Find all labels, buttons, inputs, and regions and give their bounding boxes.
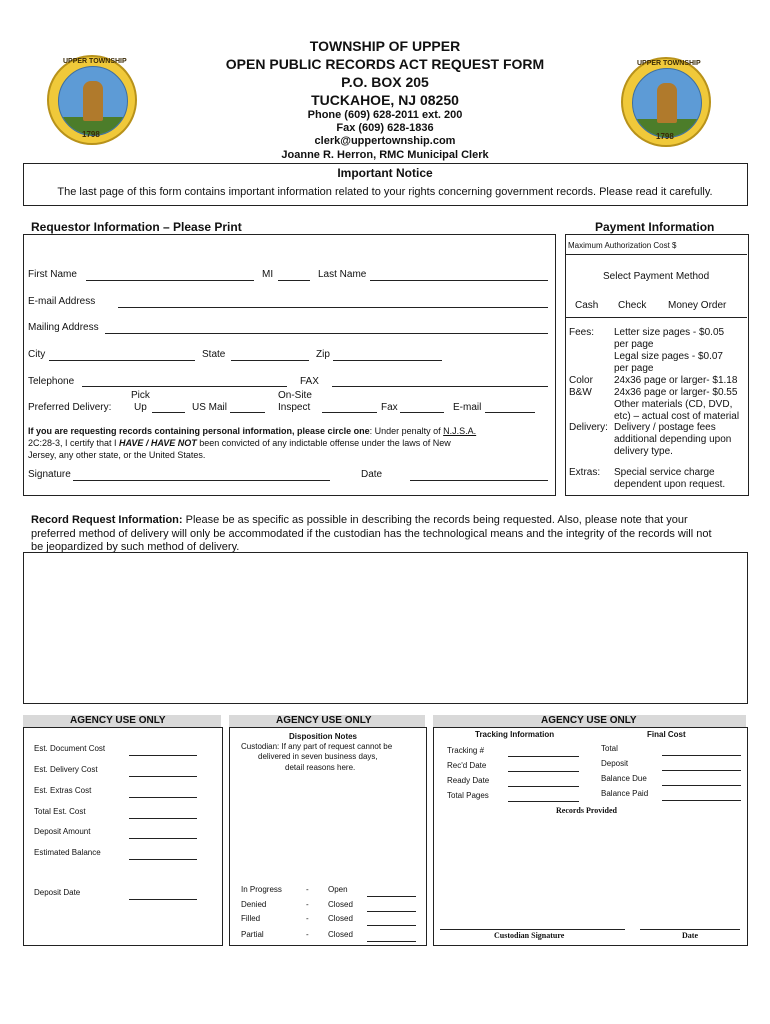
status-state: Open: [328, 885, 348, 894]
header-fax: Fax (609) 628-1836: [336, 122, 434, 134]
signature-label: Signature: [28, 469, 71, 480]
fee-other-cont: etc) – actual cost of material: [614, 411, 740, 422]
fees-label: Fees:: [569, 327, 595, 338]
custodian-date-field[interactable]: [640, 929, 740, 930]
zip-field[interactable]: [333, 360, 442, 361]
agency-cost-label: Deposit Amount: [34, 827, 91, 836]
header-email: clerk@uppertownship.com: [314, 135, 456, 147]
inspect-label: Inspect: [278, 402, 311, 413]
bw-label: B&W: [569, 387, 592, 398]
agency-cost-field[interactable]: [129, 776, 197, 777]
custodian-signature-field[interactable]: [440, 929, 625, 930]
select-payment-label: Select Payment Method: [603, 271, 710, 282]
personal-info-line2: 2C:28-3, I certify that I HAVE / HAVE NOT been convicted of any indictable offense under the laws of New: [28, 438, 451, 448]
delivery-fee-2: additional depending upon: [614, 434, 732, 445]
agency-cost-label: Deposit Date: [34, 888, 81, 897]
header-city: TUCKAHOE, NJ 08250: [311, 92, 459, 108]
agency-panel-3: [433, 727, 748, 946]
state-field[interactable]: [231, 360, 309, 361]
fee-letter: Letter size pages - $0.05: [614, 327, 725, 338]
zip-label: Zip: [316, 349, 330, 360]
final-cost-label: Balance Paid: [601, 789, 649, 798]
first-name-label: First Name: [28, 269, 77, 280]
agency-panel-1-title: AGENCY USE ONLY: [70, 715, 166, 726]
date-label: Date: [361, 469, 383, 480]
tracking-field[interactable]: [508, 756, 579, 757]
mi-label: MI: [262, 269, 274, 280]
fax-delivery-field[interactable]: [400, 412, 444, 413]
disposition-text-2: delivered in seven business days,: [258, 752, 378, 761]
signature-field[interactable]: [73, 480, 330, 481]
seal-year: 1798: [82, 130, 100, 139]
email-delivery-field[interactable]: [485, 412, 535, 413]
us-mail-field[interactable]: [230, 412, 265, 413]
pickup-label: Up: [134, 402, 147, 413]
telephone-label: Telephone: [28, 376, 75, 387]
extras-fee-1: Special service charge: [614, 467, 715, 478]
status-state: Closed: [328, 914, 353, 923]
money-order-option[interactable]: Money Order: [668, 300, 727, 311]
date-field[interactable]: [410, 480, 548, 481]
city-field[interactable]: [49, 360, 195, 361]
header-township: TOWNSHIP OF UPPER: [309, 38, 461, 54]
agency-panel-2-title: AGENCY USE ONLY: [276, 715, 372, 726]
status-dash: -: [306, 914, 309, 923]
status-field[interactable]: [367, 896, 416, 897]
agency-cost-label: Est. Extras Cost: [34, 786, 92, 795]
first-name-field[interactable]: [86, 280, 254, 281]
record-request-textarea[interactable]: [23, 552, 748, 704]
mi-field[interactable]: [278, 280, 310, 281]
status-label: Filled: [241, 914, 261, 923]
status-state: Closed: [328, 930, 353, 939]
records-provided-label: Records Provided: [556, 806, 617, 815]
status-label: In Progress: [241, 885, 282, 894]
agency-cost-field[interactable]: [129, 899, 197, 900]
final-cost-label: Deposit: [601, 759, 629, 768]
status-dash: -: [306, 885, 309, 894]
tracking-field[interactable]: [508, 771, 579, 772]
agency-cost-label: Estimated Balance: [34, 848, 101, 857]
agency-cost-label: Est. Delivery Cost: [34, 765, 98, 774]
notice-text: The last page of this form contains important information related to your rights concerning government records. Please read it carefully.: [57, 186, 713, 198]
delivery-label: Delivery:: [569, 422, 608, 433]
record-request-line3: be jeopardized by such method of delivery.: [31, 541, 240, 553]
status-state: Closed: [328, 900, 353, 909]
fax-label: FAX: [300, 376, 319, 387]
final-cost-field[interactable]: [662, 800, 741, 801]
agency-cost-field[interactable]: [129, 838, 197, 839]
agency-cost-label: Total Est. Cost: [34, 807, 86, 816]
tracking-title: Tracking Information: [475, 730, 555, 739]
seal-text: UPPER TOWNSHIP: [637, 60, 701, 67]
status-field[interactable]: [367, 941, 416, 942]
agency-cost-field[interactable]: [129, 755, 197, 756]
email-label: E-mail Address: [28, 296, 96, 307]
final-cost-title: Final Cost: [647, 730, 686, 739]
fee-legal: Legal size pages - $0.07: [614, 351, 723, 362]
mailing-address-label: Mailing Address: [28, 322, 99, 333]
agency-panel-1: [23, 727, 223, 946]
seal-year: 1798: [656, 132, 674, 141]
extras-fee-2: dependent upon request.: [614, 479, 726, 490]
fee-legal-unit: per page: [614, 363, 654, 374]
final-cost-field[interactable]: [662, 755, 741, 756]
have-have-not-choice[interactable]: HAVE / HAVE NOT: [119, 438, 197, 448]
status-field[interactable]: [367, 925, 416, 926]
final-cost-field[interactable]: [662, 785, 741, 786]
payment-divider: [566, 254, 747, 255]
delivery-fee-3: delivery type.: [614, 446, 673, 457]
tracking-label: Total Pages: [447, 791, 489, 800]
disposition-text-1: Custodian: If any part of request cannot be: [241, 742, 393, 751]
fee-other: Other materials (CD, DVD,: [614, 399, 733, 410]
color-label: Color: [569, 375, 593, 386]
personal-info-line1: If you are requesting records containing personal information, please circle one: Under penalty of N.J.S.A.: [28, 426, 477, 436]
city-label: City: [28, 349, 46, 360]
extras-label: Extras:: [569, 467, 601, 478]
status-dash: -: [306, 900, 309, 909]
header-form-title: OPEN PUBLIC RECORDS ACT REQUEST FORM: [225, 56, 545, 72]
fee-bw-large: 24x36 page or larger- $0.55: [614, 387, 738, 398]
agency-cost-field[interactable]: [129, 797, 197, 798]
fax-field[interactable]: [332, 386, 548, 387]
status-label: Denied: [241, 900, 267, 909]
status-dash: -: [306, 930, 309, 939]
fee-color-large: 24x36 page or larger- $1.18: [614, 375, 738, 386]
record-request-line2: preferred method of delivery will only be accommodated if the custodian has the technological means and the integrity of the records will not: [31, 528, 712, 540]
check-option[interactable]: Check: [618, 300, 647, 311]
cash-option[interactable]: Cash: [575, 300, 599, 311]
disposition-text-3: detail reasons here.: [285, 763, 356, 772]
email-delivery-label: E-mail: [453, 402, 482, 413]
state-label: State: [202, 349, 226, 360]
personal-info-line3: Jersey, any other state, or the United States.: [28, 450, 206, 460]
tracking-label: Rec'd Date: [447, 761, 487, 770]
seal-text: UPPER TOWNSHIP: [63, 58, 127, 65]
final-cost-field[interactable]: [662, 770, 741, 771]
email-field[interactable]: [118, 307, 548, 308]
agency-cost-field[interactable]: [129, 859, 197, 860]
mailing-address-field[interactable]: [105, 333, 548, 334]
agency-cost-field[interactable]: [129, 818, 197, 819]
custodian-signature-label: Custodian Signature: [494, 931, 565, 940]
tracking-field[interactable]: [508, 786, 579, 787]
pick-label: Pick: [131, 390, 150, 401]
notice-title: Important Notice: [337, 166, 433, 180]
requestor-title: Requestor Information – Please Print: [31, 220, 242, 234]
header-clerk: Joanne R. Herron, RMC Municipal Clerk: [281, 149, 489, 161]
pickup-field[interactable]: [152, 412, 185, 413]
tracking-label: Tracking #: [447, 746, 485, 755]
tracking-field[interactable]: [508, 801, 579, 802]
max-auth-label: Maximum Authorization Cost $: [568, 241, 677, 250]
payment-title: Payment Information: [595, 220, 715, 234]
payment-divider: [566, 317, 747, 318]
final-cost-label: Balance Due: [601, 774, 647, 783]
disposition-title: Disposition Notes: [289, 732, 358, 741]
fax-delivery-label: Fax: [381, 402, 398, 413]
last-name-field[interactable]: [370, 280, 548, 281]
agency-panel-3-title: AGENCY USE ONLY: [541, 715, 637, 726]
telephone-field[interactable]: [82, 386, 287, 387]
delivery-fee-1: Delivery / postage fees: [614, 422, 716, 433]
record-request-line1: Record Request Information: Please be as specific as possible in describing the records being requested. Also, please note that your: [31, 514, 688, 526]
header-po-box: P.O. BOX 205: [341, 74, 429, 90]
preferred-delivery-label: Preferred Delivery:: [28, 402, 112, 413]
us-mail-label: US Mail: [192, 402, 228, 413]
final-cost-label: Total: [601, 744, 618, 753]
custodian-date-label: Date: [682, 931, 698, 940]
status-label: Partial: [241, 930, 264, 939]
header-phone: Phone (609) 628-2011 ext. 200: [307, 109, 463, 121]
onsite-field[interactable]: [322, 412, 377, 413]
onsite-label: On-Site: [278, 390, 312, 401]
fee-letter-unit: per page: [614, 339, 654, 350]
tracking-label: Ready Date: [447, 776, 490, 785]
agency-cost-label: Est. Document Cost: [34, 744, 106, 753]
last-name-label: Last Name: [318, 269, 367, 280]
status-field[interactable]: [367, 911, 416, 912]
